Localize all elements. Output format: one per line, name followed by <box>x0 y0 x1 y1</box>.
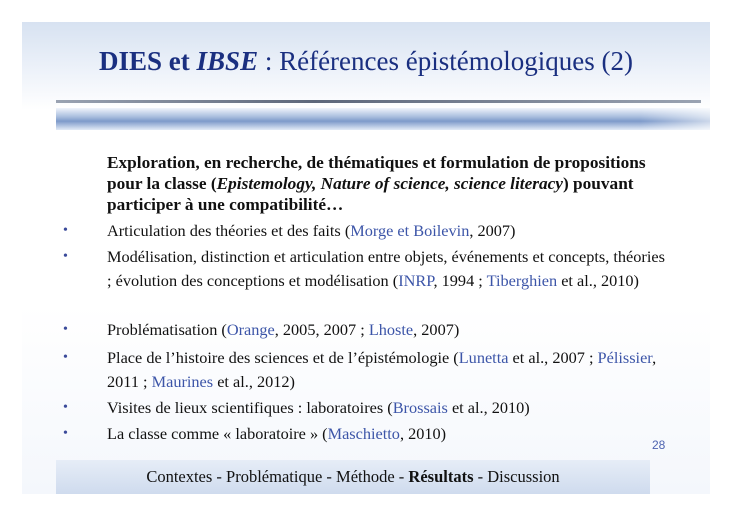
bullet-icon: • <box>63 322 68 337</box>
title-part-rest: : Références épistémologiques (2) <box>258 46 633 76</box>
list-item-text <box>107 346 667 394</box>
item-text: La classe comme « laboratoire » ( <box>107 424 328 443</box>
item-text: , 2010) <box>399 424 447 443</box>
item-text: Modélisation, distinction et articulation entre objets, événements et concepts, théories ; évolution des conceptions et modélisation ( <box>107 247 665 290</box>
page-number: 28 <box>652 438 666 452</box>
item-text: Problématisation ( <box>107 320 227 339</box>
item-text: et al., 2012) <box>213 372 295 391</box>
title-part-ibse: IBSE <box>196 46 259 76</box>
bullet-icon: • <box>63 426 68 441</box>
list-item-text <box>107 245 667 293</box>
item-text: Place de l’histoire des sciences et de l’épistémologie ( <box>107 348 459 367</box>
item-reference: Lunetta <box>458 348 509 367</box>
bullet-icon: • <box>63 350 68 365</box>
item-reference: Morge et Boilevin <box>350 221 470 240</box>
footer-text-start: Contextes - Problématique - Méthode - <box>146 467 409 486</box>
item-reference: Lhoste <box>368 320 414 339</box>
list-item-text <box>107 219 667 243</box>
footer-text-end: - Discussion <box>473 467 560 486</box>
item-text: , 2007) <box>469 221 516 240</box>
item-text: , 1994 ; <box>433 271 487 290</box>
item-reference: Orange <box>226 320 275 339</box>
intro-italic-terms: Epistemology, Nature of science, science literacy <box>216 174 563 193</box>
bullet-icon: • <box>63 223 68 238</box>
footer-navigation <box>56 467 650 487</box>
title-part-dies: DIES et <box>99 46 197 76</box>
item-reference: Pélissier <box>597 348 653 367</box>
intro-text-end: ) pouvant participer à une compatibilité… <box>107 174 634 214</box>
item-text: , 2005, 2007 ; <box>274 320 369 339</box>
item-text: et al., 2007 ; <box>508 348 598 367</box>
slide-title <box>22 46 710 77</box>
title-divider <box>56 100 701 103</box>
item-reference: Brossais <box>392 398 448 417</box>
list-item-text <box>107 422 667 446</box>
bullet-icon: • <box>63 400 68 415</box>
decorative-bar <box>56 108 710 130</box>
item-reference: Maschietto <box>327 424 400 443</box>
list-item-text <box>107 396 667 420</box>
item-reference: Maurines <box>151 372 214 391</box>
item-reference: Tiberghien <box>486 271 558 290</box>
item-text: Visites de lieux scientifiques : laboratoires ( <box>107 398 393 417</box>
item-text: , 2007) <box>413 320 460 339</box>
item-reference: INRP <box>398 271 434 290</box>
item-text: et al., 2010) <box>447 398 530 417</box>
intro-paragraph <box>107 152 667 215</box>
item-text: et al., 2010) <box>557 271 639 290</box>
bullet-icon: • <box>63 249 68 264</box>
item-text: , 2011 ; <box>107 348 657 391</box>
item-text: Articulation des théories et des faits ( <box>107 221 351 240</box>
intro-text-start: Exploration, en recherche, de thématiques et formulation de propositions pour la classe ( <box>107 153 646 193</box>
footer-current-section: Résultats <box>408 467 474 486</box>
list-item-text <box>107 318 667 342</box>
decorative-bar-fade <box>640 108 710 130</box>
